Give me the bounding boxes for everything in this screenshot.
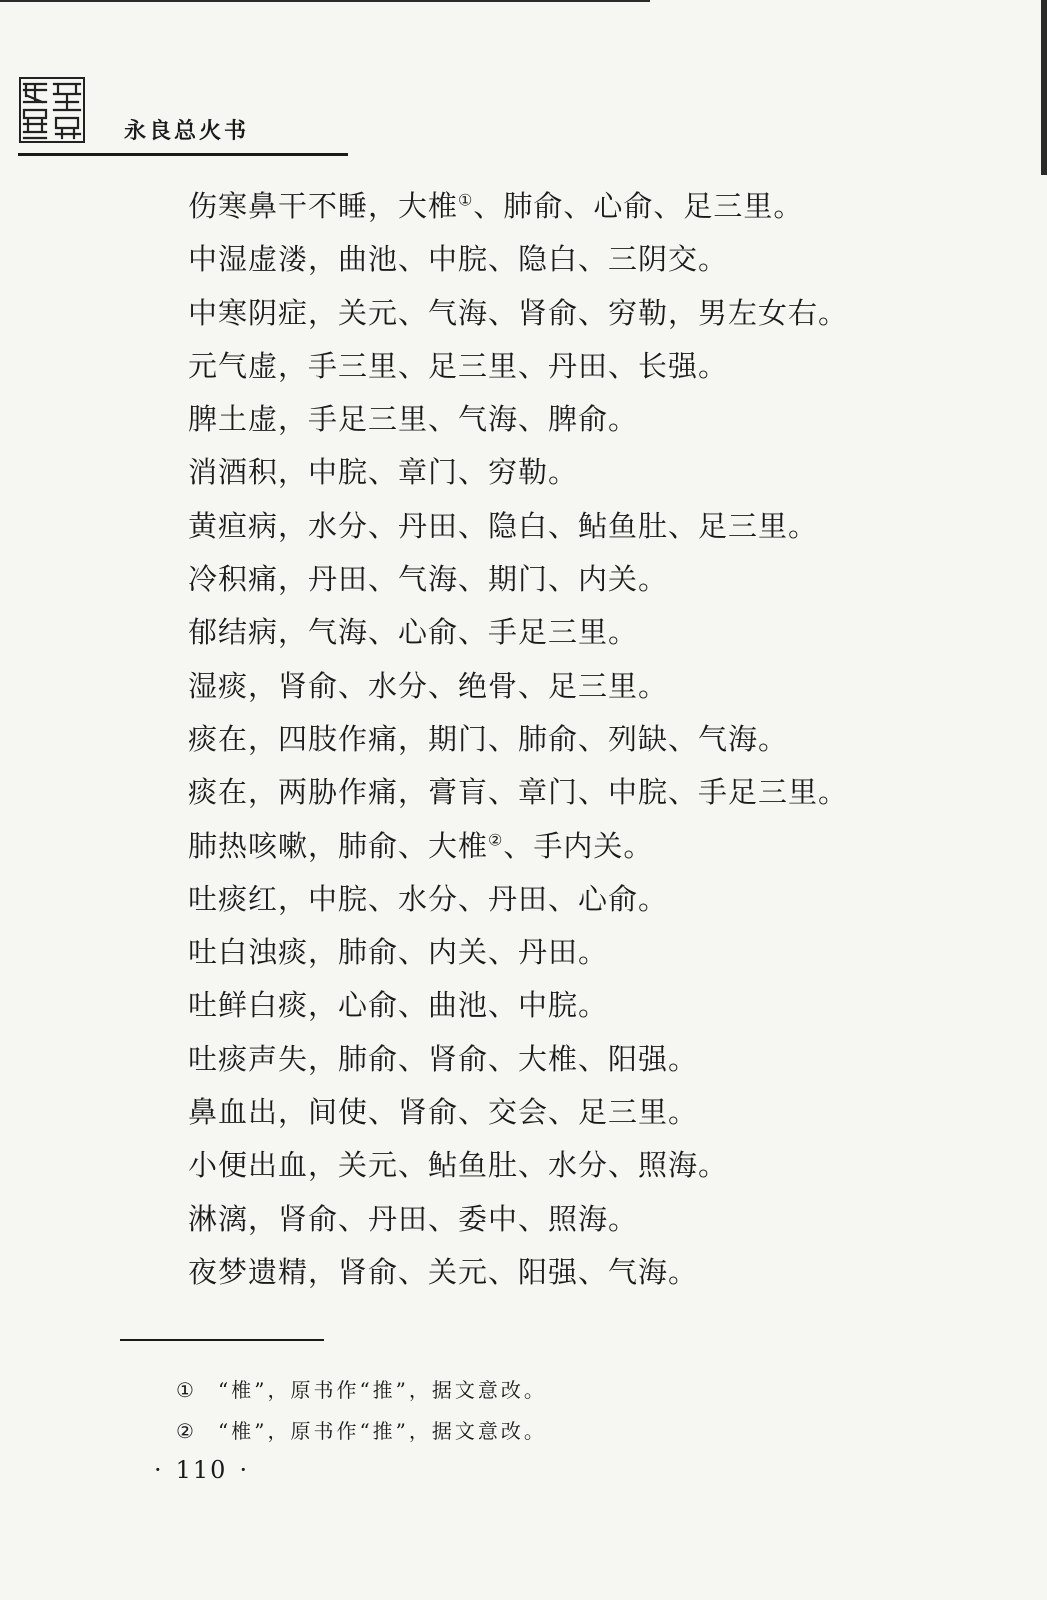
text-line: 鼻血出，间使、肾俞、交会、足三里。 (188, 1095, 699, 1130)
text-line: 冷积痛，丹田、气海、期门、内关。 (188, 562, 669, 597)
text-line: 痰在，四肢作痛，期门、肺俞、列缺、气海。 (188, 721, 789, 756)
text-line: 湿痰，肾俞、水分、绝骨、足三里。 (188, 668, 669, 703)
text-line: 夜梦遗精，肾俞、关元、阳强、气海。 (188, 1254, 699, 1289)
footnote-number: ② (176, 1419, 194, 1443)
seal-stamp-icon (18, 76, 86, 144)
footnote-rule (120, 1339, 324, 1341)
text-line: 痰在，两胁作痛，膏肓、章门、中脘、手足三里。 (188, 775, 849, 810)
footnote-ref-2: ② (488, 829, 504, 849)
footnote-item (176, 1415, 776, 1456)
running-head-title: 永良总火书 (124, 119, 250, 144)
text-line: 肺热咳嗽，肺俞、大椎②、手内关。 (188, 828, 654, 863)
text-line: 伤寒鼻干不睡，大椎①、肺俞、心俞、足三里。 (188, 189, 804, 223)
text-line: 淋漓，肾俞、丹田、委中、照海。 (188, 1201, 639, 1236)
page-number (142, 1456, 261, 1484)
text-line: 消酒积，中脘、章门、穷勒。 (188, 455, 579, 490)
text-line: 元气虚，手三里、足三里、丹田、长强。 (188, 348, 729, 383)
footnotes (176, 1374, 776, 1456)
text-line: 小便出血，关元、鲇鱼肚、水分、照海。 (188, 1148, 729, 1183)
text-line: 中湿虚溇，曲池、中脘、隐白、三阴交。 (188, 242, 729, 277)
text-line: 吐痰声失，肺俞、肾俞、大椎、阳强。 (188, 1041, 699, 1076)
footnote-text: “椎”，原书作“推”，据文意改。 (218, 1419, 547, 1443)
text-line: 黄疸病，水分、丹田、隐白、鲇鱼肚、足三里。 (188, 508, 819, 543)
page-number-value: 110 (175, 1456, 228, 1484)
text-line: 中寒阴症，关元、气海、肾俞、穷勒，男左女右。 (188, 295, 849, 330)
footnote-ref-1: ① (458, 190, 474, 210)
text-line: 脾土虚，手足三里、气海、脾俞。 (188, 402, 639, 437)
page-number-bullet: · (154, 1456, 164, 1484)
top-scan-edge-rule (0, 0, 650, 2)
page-number-bullet: · (239, 1456, 250, 1484)
text-line: 吐白浊痰，肺俞、内关、丹田。 (188, 935, 609, 970)
text-line: 吐鲜白痰，心俞、曲池、中脘。 (188, 988, 609, 1023)
right-scan-edge-shadow (1041, 0, 1047, 175)
header-rule (18, 153, 348, 156)
footnote-text: “椎”，原书作“推”，据文意改。 (218, 1378, 547, 1402)
footnote-number: ① (176, 1378, 194, 1402)
body-text (188, 180, 1008, 1299)
footnote-item (176, 1374, 776, 1415)
text-line: 吐痰红，中脘、水分、丹田、心俞。 (188, 881, 669, 916)
text-line: 郁结病，气海、心俞、手足三里。 (188, 615, 639, 650)
